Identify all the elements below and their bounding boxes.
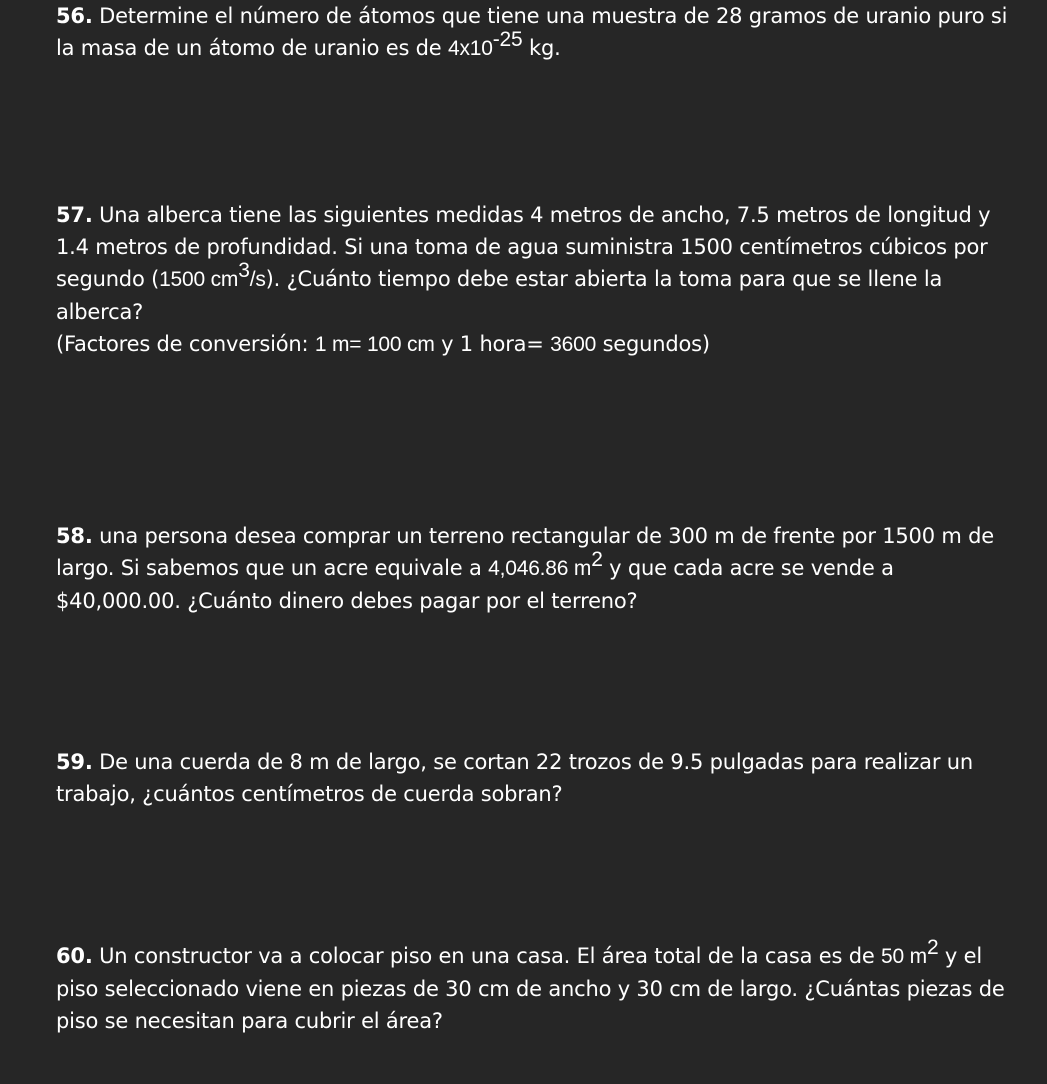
problem-line	[56, 199, 1016, 231]
problem-text: trabajo, ¿cuántos centímetros de cuerda sobran?	[56, 782, 563, 806]
exponent: 3	[238, 259, 250, 282]
problem-line	[56, 231, 1016, 263]
problem-text: la masa de un átomo de uranio es de	[56, 36, 449, 60]
problem-text: alberca?	[56, 300, 144, 324]
math-expression: 1500 cm	[159, 268, 239, 291]
problem-text: segundo (	[56, 267, 160, 291]
problem-57	[56, 199, 1016, 361]
problem-number: 60.	[56, 944, 93, 968]
problem-number: 59.	[56, 750, 93, 774]
math-expression: 4x10	[448, 37, 493, 60]
problem-text: y 1 hora=	[434, 332, 551, 356]
problem-text: $40,000.00. ¿Cuánto dinero debes pagar por el terreno?	[56, 589, 638, 613]
problem-line	[56, 259, 1016, 296]
problem-line	[56, 328, 1016, 361]
problem-line	[56, 548, 1016, 585]
math-expression: 3600	[550, 333, 597, 356]
problem-text: De una cuerda de 8 m de largo, se cortan 22 trozos de 9.5 pulgadas para realizar un	[99, 750, 973, 774]
problem-text: y el	[938, 944, 982, 968]
math-expression: 50 m	[881, 945, 927, 968]
problem-line	[56, 585, 1016, 617]
problem-text: piso seleccionado viene en piezas de 30 cm de ancho y 30 cm de largo. ¿Cuántas piezas de	[56, 977, 1005, 1001]
problem-text: (Factores de conversión:	[56, 332, 315, 356]
math-expression: 1 m= 100 cm	[314, 333, 435, 356]
problem-56	[56, 0, 1016, 65]
problem-line	[56, 28, 1016, 65]
problem-line	[56, 296, 1016, 328]
problem-text: Una alberca tiene las siguientes medidas 4 metros de ancho, 7.5 metros de longitud y	[99, 203, 991, 227]
problem-58	[56, 520, 1016, 617]
problem-line	[56, 1005, 1016, 1037]
problem-line	[56, 520, 1016, 552]
problem-text: kg.	[522, 36, 561, 60]
math-expression: /s	[249, 268, 266, 291]
problem-line	[56, 936, 1016, 973]
problem-line	[56, 973, 1016, 1005]
problem-60	[56, 936, 1016, 1037]
problem-text: piso se necesitan para cubrir el área?	[56, 1009, 443, 1033]
problem-line	[56, 778, 1016, 810]
problem-text: 1.4 metros de profundidad. Si una toma de agua suministra 1500 centímetros cúbicos por	[56, 235, 988, 259]
problem-number: 58.	[56, 524, 93, 548]
problem-text: ). ¿Cuánto tiempo debe estar abierta la toma para que se llene la	[265, 267, 943, 291]
problem-text: una persona desea comprar un terreno rectangular de 300 m de frente por 1500 m de	[99, 524, 994, 548]
problem-line	[56, 746, 1016, 778]
math-expression: 4,046.86 m	[488, 557, 592, 580]
problem-text: Determine el número de átomos que tiene una muestra de 28 gramos de uranio puro si	[99, 4, 1008, 28]
problem-59	[56, 746, 1016, 810]
problem-text: segundos)	[596, 332, 710, 356]
problem-number: 56.	[56, 4, 93, 28]
problem-text: largo. Si sabemos que un acre equivale a	[56, 556, 489, 580]
problem-text: y que cada acre se vende a	[602, 556, 894, 580]
exponent: 2	[926, 936, 939, 959]
exponent: -25	[492, 28, 523, 51]
problem-number: 57.	[56, 203, 93, 227]
exponent: 2	[591, 548, 603, 571]
problem-line	[56, 0, 1016, 32]
problem-text: Un constructor va a colocar piso en una casa. El área total de la casa es de	[99, 944, 882, 968]
